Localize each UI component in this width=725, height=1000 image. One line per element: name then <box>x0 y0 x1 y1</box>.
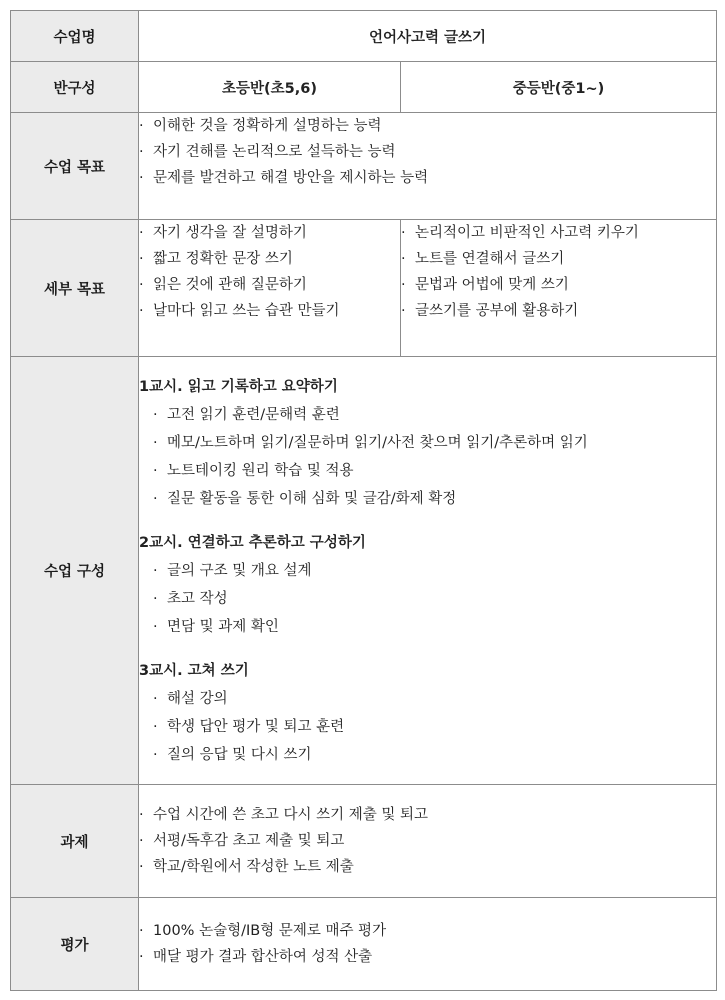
detail-goal-item <box>401 272 716 298</box>
evaluation-list <box>139 918 716 970</box>
subject-label: 수업명 <box>11 11 139 62</box>
evaluation-content <box>139 898 717 991</box>
detail-goals-row <box>11 220 717 357</box>
homework-item <box>139 802 716 828</box>
bullet-dot: · <box>153 563 158 579</box>
detail-goal-item <box>401 220 716 246</box>
bullet-dot: · <box>153 435 158 451</box>
session-block <box>139 529 716 641</box>
homework-item <box>139 854 716 880</box>
bullet-dot: · <box>401 225 406 241</box>
evaluation-item <box>139 944 716 970</box>
session-item-text: 면담 및 과제 확인 <box>167 619 279 635</box>
session-item <box>153 685 716 713</box>
session-items <box>139 557 716 641</box>
subject-value: 언어사고력 글쓰기 <box>139 11 717 62</box>
bullet-dot: · <box>139 923 144 939</box>
detail-goal-item-text: 논리적이고 비판적인 사고력 키우기 <box>415 225 639 241</box>
detail-goal-item-text: 짧고 정확한 문장 쓰기 <box>153 251 293 267</box>
course-table <box>10 10 717 991</box>
evaluation-item-text: 100% 논술형/IB형 문제로 매주 평가 <box>153 923 387 939</box>
bullet-dot: · <box>139 833 144 849</box>
bullet-dot: · <box>153 463 158 479</box>
detail-goal-item-text: 문법과 어법에 맞게 쓰기 <box>415 277 569 293</box>
homework-item-text: 학교/학원에서 작성한 노트 제출 <box>153 859 354 875</box>
classes-row <box>11 62 717 113</box>
detail-goal-item-text: 날마다 읽고 쓰는 습관 만들기 <box>153 303 340 319</box>
homework-list <box>139 802 716 880</box>
goal-item <box>139 139 716 165</box>
bullet-dot: · <box>139 144 144 160</box>
session-item-text: 고전 읽기 훈련/문해력 훈련 <box>167 407 340 423</box>
session-block <box>139 657 716 769</box>
session-item <box>153 585 716 613</box>
detail-goal-item <box>139 246 400 272</box>
homework-item-text: 수업 시간에 쓴 초고 다시 쓰기 제출 및 퇴고 <box>153 807 428 823</box>
homework-content <box>139 785 717 898</box>
bullet-dot: · <box>139 277 144 293</box>
goals-row <box>11 113 717 220</box>
goal-item-text: 문제를 발견하고 해결 방안을 제시하는 능력 <box>153 170 429 186</box>
composition-row <box>11 357 717 785</box>
session-item-text: 질문 활동을 통한 이해 심화 및 글감/화제 확정 <box>167 491 457 507</box>
bullet-dot: · <box>153 747 158 763</box>
homework-item <box>139 828 716 854</box>
evaluation-item-text: 매달 평가 결과 합산하여 성적 산출 <box>153 949 373 965</box>
detail-goal-item-text: 노트를 연결해서 글쓰기 <box>415 251 565 267</box>
bullet-dot: · <box>139 949 144 965</box>
session-item-text: 질의 응답 및 다시 쓰기 <box>167 747 312 763</box>
session-item <box>153 429 716 457</box>
session-title: 1교시. 읽고 기록하고 요약하기 <box>139 379 338 395</box>
detail-goal-item-text: 글쓰기를 공부에 활용하기 <box>415 303 579 319</box>
goal-item <box>139 113 716 139</box>
session-item-text: 글의 구조 및 개요 설계 <box>167 563 312 579</box>
session-title: 3교시. 고쳐 쓰기 <box>139 663 249 679</box>
session-item <box>153 613 716 641</box>
detail-goal-item <box>401 298 716 324</box>
homework-label: 과제 <box>11 785 139 898</box>
bullet-dot: · <box>153 491 158 507</box>
session-item-text: 메모/노트하며 읽기/질문하며 읽기/사전 찾으며 읽기/추론하며 읽기 <box>167 435 588 451</box>
bullet-dot: · <box>401 303 406 319</box>
session-block <box>139 373 716 513</box>
bullet-dot: · <box>401 251 406 267</box>
detail-goals-elementary <box>139 220 401 357</box>
goal-item-text: 이해한 것을 정확하게 설명하는 능력 <box>153 118 382 134</box>
detail-goal-item-text: 자기 생각을 잘 설명하기 <box>153 225 307 241</box>
bullet-dot: · <box>153 691 158 707</box>
detail-goal-item <box>139 272 400 298</box>
bullet-dot: · <box>139 118 144 134</box>
evaluation-row <box>11 898 717 991</box>
composition-label: 수업 구성 <box>11 357 139 785</box>
session-item-text: 초고 작성 <box>167 591 228 607</box>
goal-item-text: 자기 견해를 논리적으로 설득하는 능력 <box>153 144 396 160</box>
bullet-dot: · <box>139 807 144 823</box>
session-item <box>153 485 716 513</box>
goals-content <box>139 113 717 220</box>
bullet-dot: · <box>139 170 144 186</box>
session-item <box>153 401 716 429</box>
detail-goals-middle <box>401 220 717 357</box>
session-items <box>139 685 716 769</box>
detail-goals-label: 세부 목표 <box>11 220 139 357</box>
session-item <box>153 713 716 741</box>
session-item-text: 해설 강의 <box>167 691 228 707</box>
session-item <box>153 741 716 769</box>
bullet-dot: · <box>153 719 158 735</box>
detail-goals-right-list <box>401 220 716 324</box>
goals-label: 수업 목표 <box>11 113 139 220</box>
bullet-dot: · <box>139 303 144 319</box>
session-item-text: 학생 답안 평가 및 퇴고 훈련 <box>167 719 345 735</box>
session-item <box>153 557 716 585</box>
homework-row <box>11 785 717 898</box>
session-item-text: 노트테이킹 원리 학습 및 적용 <box>167 463 354 479</box>
session-title: 2교시. 연결하고 추론하고 구성하기 <box>139 535 366 551</box>
goals-list <box>139 113 716 191</box>
bullet-dot: · <box>153 619 158 635</box>
goal-item <box>139 165 716 191</box>
detail-goal-item <box>139 220 400 246</box>
bullet-dot: · <box>139 225 144 241</box>
detail-goal-item <box>401 246 716 272</box>
homework-item-text: 서평/독후감 초고 제출 및 퇴고 <box>153 833 345 849</box>
subject-row <box>11 11 717 62</box>
classes-label: 반구성 <box>11 62 139 113</box>
bullet-dot: · <box>153 407 158 423</box>
bullet-dot: · <box>153 591 158 607</box>
bullet-dot: · <box>139 251 144 267</box>
session-item <box>153 457 716 485</box>
bullet-dot: · <box>401 277 406 293</box>
evaluation-label: 평가 <box>11 898 139 991</box>
detail-goal-item-text: 읽은 것에 관해 질문하기 <box>153 277 307 293</box>
composition-content <box>139 357 717 785</box>
evaluation-item <box>139 918 716 944</box>
bullet-dot: · <box>139 859 144 875</box>
session-items <box>139 401 716 513</box>
detail-goal-item <box>139 298 400 324</box>
detail-goals-left-list <box>139 220 400 324</box>
middle-class: 중등반(중1~) <box>401 62 717 113</box>
elementary-class: 초등반(초5,6) <box>139 62 401 113</box>
